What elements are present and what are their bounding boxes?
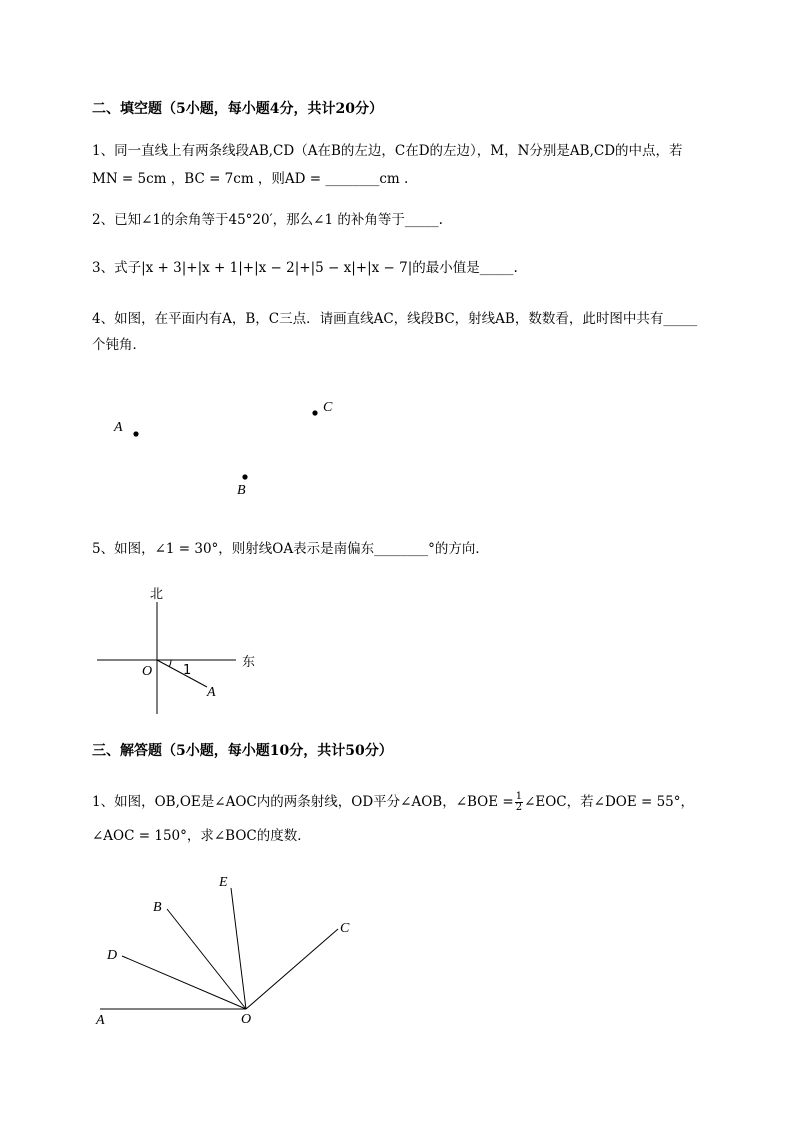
question-4-line1: 4、如图，在平面内有A，B，C三点．请画直线AC，线段BC，射线AB，数数看，此时图中共有_____ bbox=[92, 311, 698, 327]
question-5: 5、如图，∠1 = 30°，则射线OA表示是南偏东________°的方向． bbox=[92, 541, 489, 557]
question-1-line1: 1、同一直线上有两条线段AB,CD（A在B的左边，C在D的左边），M，N分别是AB,CD的中点，若 bbox=[92, 143, 683, 159]
ray-e-label: E bbox=[219, 875, 228, 890]
north-label: 北 bbox=[150, 587, 164, 602]
question-1-line2: MN = 5cm ，BC = 7cm ，则AD = ________cm . bbox=[92, 171, 409, 187]
point-b-dot bbox=[242, 474, 247, 479]
section3-question-1-line1 bbox=[92, 792, 694, 813]
ray-c-label: C bbox=[340, 921, 350, 936]
compass-figure bbox=[90, 582, 270, 722]
rays-figure bbox=[90, 868, 370, 1028]
ray-d-label: D bbox=[107, 948, 118, 963]
fraction-numerator: 1 bbox=[515, 791, 523, 802]
ray-a-label: A bbox=[96, 1013, 105, 1028]
question-4-line2: 个钝角． bbox=[92, 337, 146, 353]
section2-heading: 二、填空题（5小题，每小题4分，共计20分） bbox=[92, 101, 383, 117]
origin-label: O bbox=[142, 664, 153, 679]
point-a-label: A bbox=[114, 420, 123, 435]
origin-o-label: O bbox=[241, 1012, 252, 1027]
point-c-label: C bbox=[323, 400, 333, 415]
section3-question-1-line2: ∠AOC = 150°，求∠BOC的度数． bbox=[92, 828, 311, 844]
q1-text-a: 1、如图，OB,OE是∠AOC内的两条射线，OD平分∠AOB，∠BOE = bbox=[92, 794, 514, 810]
angle-1-label: 1 bbox=[183, 663, 192, 678]
points-figure bbox=[100, 390, 350, 505]
question-3: 3、式子|x + 3|+|x + 1|+|x − 2|+|5 − x|+|x − 7|的最小值是_____. bbox=[92, 260, 518, 276]
point-c-dot bbox=[312, 410, 317, 415]
point-b-label: B bbox=[237, 483, 246, 498]
q1-text-b: ∠EOC，若∠DOE = 55°， bbox=[524, 794, 695, 810]
one-half-fraction bbox=[515, 792, 523, 813]
question-2: 2、已知∠1的余角等于45°20′，那么∠1 的补角等于_____. bbox=[92, 212, 443, 228]
section3-heading: 三、解答题（5小题，每小题10分，共计50分） bbox=[92, 743, 393, 759]
east-label: 东 bbox=[242, 655, 256, 670]
ray-b-label: B bbox=[153, 900, 162, 915]
ray-a-label: A bbox=[207, 685, 216, 700]
fraction-denominator: 2 bbox=[515, 802, 523, 813]
point-a-dot bbox=[133, 431, 138, 436]
